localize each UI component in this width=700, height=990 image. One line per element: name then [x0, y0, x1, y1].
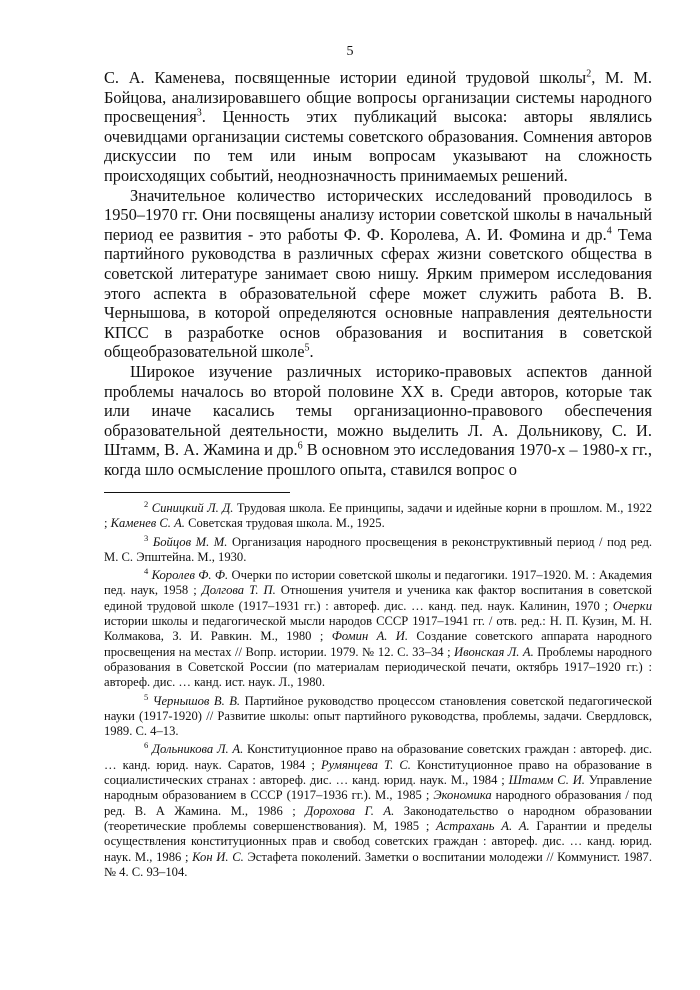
italic-text: Румянцева Т. С. — [320, 757, 411, 772]
text-run: Тема партийного руководства в различных сферах жизни советского общества в советской литературе занимает свою нишу. Ярким примером исследования этого аспекта в образовательной сфере может служить работа В. В. Чернышова, в которой определяются основные направления деятельности КПСС в разработке основ образования и воспитания в советской общеобразовательной школе — [104, 224, 653, 362]
text-run: Партийное руководство процессом становления советской педагогической науки (1917-1920) // Развитие школы: опыт партийного руководства, проблемы, задачи. Свердловск, 1989. С. 4–13. — [104, 693, 652, 739]
text-run: Конституционное право на образование советских граждан : автореф. дис. … канд. юрид. наук. Саратов, 1984 ; — [104, 742, 652, 772]
footnote — [104, 532, 652, 566]
italic-text: Бойцов М. М. — [152, 534, 228, 549]
italic-text: Кон И. С. — [192, 849, 244, 864]
footnote — [104, 742, 652, 880]
text-run: . — [309, 342, 314, 362]
footnote-reference: 3 — [196, 107, 202, 119]
italic-text: Ивонская Л. А. — [454, 644, 534, 659]
body-paragraph — [104, 362, 652, 480]
footnote-reference: 4 — [144, 566, 149, 576]
text-run: Эстафета поколений. Заметки о воспитании молодежи // Коммунист. 1987. № 4. С. 93–104. — [104, 849, 652, 879]
italic-text: Чернышов В. В. — [152, 693, 241, 708]
text-run: . Ценность этих публикаций высока: авторы являлись очевидцами организации системы советского образования. Сомнения авторов дискуссии по тем или иным вопросам указывают на сложность происходящих событий, неоднозначность принимаемых решений. — [104, 107, 652, 185]
text-run: Гарантии и пределы осуществления конституционных прав и свобод советских граждан : автореф. дис. … канд. юрид. наук. М., 1986 ; — [104, 818, 652, 864]
text-run: Управление народным образованием в СССР (1917–1936 гг.). М., 1985 ; — [104, 773, 653, 803]
text-run: Законодательство о народном образовании (теоретические проблемы совершенствования). М, 1985 ; — [104, 803, 652, 833]
italic-text: Очерки — [612, 598, 652, 613]
italic-text: Штамм С. И. — [508, 773, 585, 788]
body-paragraph — [104, 68, 652, 186]
footnote — [104, 568, 652, 690]
text-run: В основном это исследования 1970-х – 1980-х гг., когда шло осмысление прошлого опыта, ставился вопрос о — [104, 440, 652, 479]
footnote-separator — [104, 492, 290, 493]
footnote — [104, 691, 652, 740]
italic-text: Долгова Т. П. — [201, 583, 276, 598]
text-run: Широкое изучение различных историко-правовых аспектов данной проблемы началось во второй половине XX в. Среди авторов, которые так или иначе касались темы организационно-правового обеспечения образовательной деятельности, можно выделить Л. А. Дольникову, С. И. Штамм, В. А. Жамина и др. — [104, 361, 652, 460]
footnote-reference: 6 — [144, 740, 149, 751]
body-paragraph — [104, 186, 652, 362]
footnote-reference: 3 — [144, 532, 149, 543]
main-text — [104, 68, 652, 479]
italic-text: Астрахань А. А. — [436, 818, 530, 833]
text-run: Советская трудовая школа. М., 1925. — [184, 516, 385, 531]
footnote-reference: 5 — [144, 691, 149, 702]
footnote-reference: 2 — [586, 68, 592, 80]
text-run: истории школы и педагогической мысли народов СССР 1917–1941 гг. / отв. ред.: Н. П. Кузин, М. Н. Колмакова, З. И. Равкин. М., 1980 ; — [104, 614, 652, 644]
italic-text: Дольникова Л. А. — [152, 742, 244, 757]
italic-text: Каменев С. А. — [110, 516, 185, 531]
italic-text: Фомин А. И. — [331, 629, 409, 644]
text-run: Организация народного просвещения в реконструктивный период / под ред. М. С. Эпштейна. М., 1930. — [104, 534, 652, 564]
text-run: Отношения учителя и ученика как фактор воспитания в советской единой трудовой школе (1917–1931 гг.) : автореф. дис. … канд. пед. наук. Калинин, 1970 ; — [104, 583, 652, 613]
footnote-reference: 6 — [297, 440, 303, 452]
italic-text: Королев Ф. Ф. — [151, 568, 229, 583]
footnotes — [104, 498, 653, 883]
text-run: Значительное количество исторических исследований проводилось в 1950–1970 гг. Они посвящены анализу истории советской школы в начальный период ее развития - это работы Ф. Ф. Королева, А. И. Фомина и др. — [104, 185, 652, 244]
page-number: 5 — [346, 44, 354, 59]
footnote-reference: 4 — [606, 225, 612, 237]
text-run: Создание советского аппарата народного просвещения на местах // Вопр. истории. 1979. № 12. С. 33–34 ; — [104, 629, 652, 659]
text-run: С. А. Каменева, посвященные истории единой трудовой школы — [104, 68, 587, 87]
italic-text: Дорохова Г. А. — [305, 803, 395, 818]
text-run: Проблемы народного образования в Советской России (по материалам периодической печати, октябрь 1917–1920 гг.) : автореф. дис. … канд. ист. наук. Л., 1980. — [104, 644, 652, 690]
text-run: , М. М. Бойцова, анализировавшего общие вопросы организации системы народного просвещения — [104, 68, 653, 127]
footnote-reference: 5 — [304, 342, 310, 354]
footnote-reference: 2 — [144, 498, 149, 509]
italic-text: Экономика — [433, 788, 492, 803]
text-run: Конституционное право на образование в социалистических странах : автореф. дис. … канд. юрид. наук. М., 1984 ; — [104, 757, 652, 788]
footnote — [104, 498, 652, 532]
italic-text: Синицкий Л. Д. — [151, 501, 234, 515]
text-run: Трудовая школа. Ее принципы, задачи и идейные корни в прошлом. М., 1922 ; — [104, 501, 652, 531]
text-run: Очерки по истории советской школы и педагогики. 1917–1920. М. : Академия пед. наук, 1958 ; — [104, 568, 652, 598]
text-run: народного образования / под ред. В. А Жамина. М., 1986 ; — [104, 788, 652, 818]
